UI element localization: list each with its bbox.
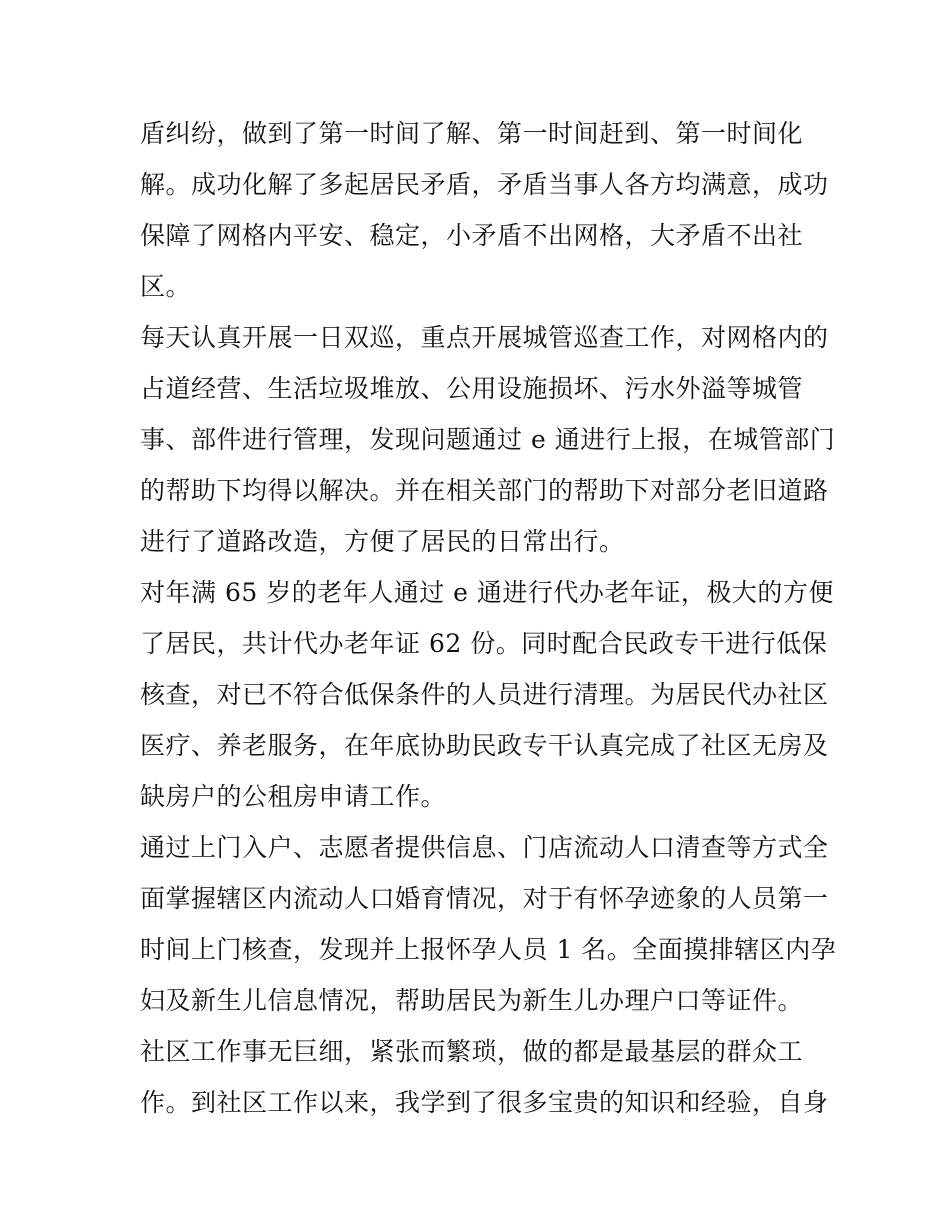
text-line: 盾纠纷，做到了第一时间了解、第一时间赶到、第一时间化 — [140, 119, 804, 148]
text-line: 区。 — [140, 272, 192, 301]
text-line: 每天认真开展一日双巡，重点开展城管巡查工作，对网格内的 — [140, 323, 829, 352]
text-line: 事、部件进行管理，发现问题通过 e 通进行上报，在城管部门 — [140, 425, 836, 454]
text-line: 核查，对已不符合低保条件的人员进行清理。为居民代办社区 — [140, 680, 829, 709]
text-line: 保障了网格内平安、稳定，小矛盾不出网格，大矛盾不出社 — [140, 221, 804, 250]
text-line: 面掌握辖区内流动人口婚育情况，对于有怀孕迹象的人员第一 — [140, 884, 829, 913]
text-line: 通过上门入户、志愿者提供信息、门店流动人口清查等方式全 — [140, 833, 829, 862]
text-line: 了居民，共计代办老年证 62 份。同时配合民政专干进行低保 — [140, 629, 828, 658]
text-line: 进行了道路改造，方便了居民的日常出行。 — [140, 527, 625, 556]
text-line: 作。到社区工作以来，我学到了很多宝贵的知识和经验，自身 — [140, 1088, 829, 1117]
text-line: 占道经营、生活垃圾堆放、公用设施损坏、污水外溢等城管 — [140, 374, 804, 403]
text-line: 妇及新生儿信息情况，帮助居民为新生儿办理户口等证件。 — [140, 986, 804, 1015]
text-line: 解。成功化解了多起居民矛盾，矛盾当事人各方均满意，成功 — [140, 170, 829, 199]
document-body — [140, 108, 837, 1128]
text-line: 时间上门核查，发现并上报怀孕人员 1 名。全面摸排辖区内孕 — [140, 935, 837, 964]
text-line: 缺房户的公租房申请工作。 — [140, 782, 447, 811]
text-line: 的帮助下均得以解决。并在相关部门的帮助下对部分老旧道路 — [140, 476, 829, 505]
text-line: 对年满 65 岁的老年人通过 e 通进行代办老年证，极大的方便 — [140, 578, 834, 607]
text-line: 医疗、养老服务，在年底协助民政专干认真完成了社区无房及 — [140, 731, 829, 760]
text-line: 社区工作事无巨细，紧张而繁琐，做的都是最基层的群众工 — [140, 1037, 804, 1066]
